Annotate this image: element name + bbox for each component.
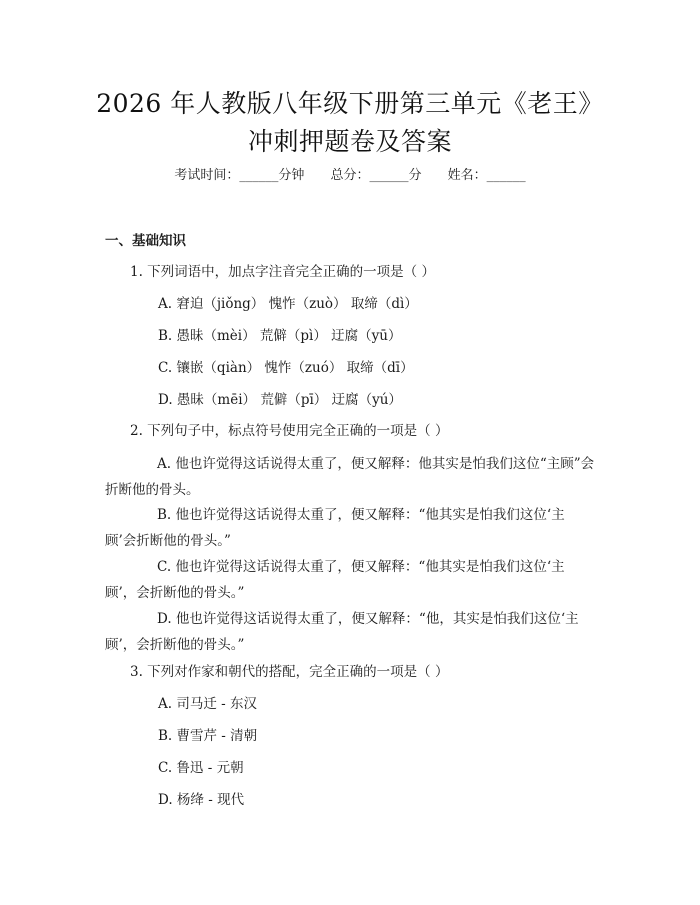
- exam-time: 考试时间：______分钟: [174, 168, 305, 183]
- question-1-option-a: A. 窘迫（jiǒng） 愧怍（zuò） 取缔（dì）: [158, 296, 418, 312]
- question-1-option-b: B. 愚昧（mèi） 荒僻（pì） 迂腐（yū）: [158, 328, 402, 344]
- question-3-stem: 3. 下列对作家和朝代的搭配，完全正确的一项是（ ）: [130, 664, 449, 680]
- page-title-line2: 冲刺押题卷及答案: [247, 127, 452, 156]
- section-heading: 一、基础知识: [105, 233, 186, 249]
- question-3-option-d: D. 杨绛 - 现代: [158, 792, 245, 808]
- question-3-option-b: B. 曹雪芹 - 清朝: [158, 728, 258, 744]
- question-3-option-a: A. 司马迁 - 东汉: [158, 696, 257, 712]
- question-2-option-a: A. 他也许觉得这话说得太重了，便又解释：他其实是怕我们这位“主顾”会折断他的骨头。: [105, 456, 595, 498]
- question-2-option-c: C. 他也许觉得这话说得太重了，便又解释：“他其实是怕我们这位‘主顾’，会折断他的骨头。”: [105, 559, 565, 601]
- exam-meta: [0, 166, 700, 186]
- question-3-option-c: C. 鲁迅 - 元朝: [158, 760, 244, 776]
- page-title-line1: 2026 年人教版八年级下册第三单元《老王》: [96, 89, 604, 118]
- question-1-stem: 1. 下列词语中，加点字注音完全正确的一项是（ ）: [130, 264, 435, 280]
- question-1-option-c: C. 镶嵌（qiàn） 愧怍（zuó） 取缔（dī）: [158, 360, 414, 376]
- question-2-option-d: D. 他也许觉得这话说得太重了，便又解释：“他，其实是怕我们这位‘主顾’，会折断他的骨头。”: [105, 611, 579, 653]
- student-name: 姓名：______: [447, 168, 526, 183]
- question-1-option-d: D. 愚昧（mēi） 荒僻（pī） 迂腐（yú）: [158, 392, 402, 408]
- exam-score: 总分：______分: [330, 168, 422, 183]
- question-2-option-b: B. 他也许觉得这话说得太重了，便又解释：“他其实是怕我们这位‘主顾’会折断他的骨头。”: [105, 507, 565, 549]
- question-2-stem: 2. 下列句子中，标点符号使用完全正确的一项是（ ）: [130, 423, 449, 439]
